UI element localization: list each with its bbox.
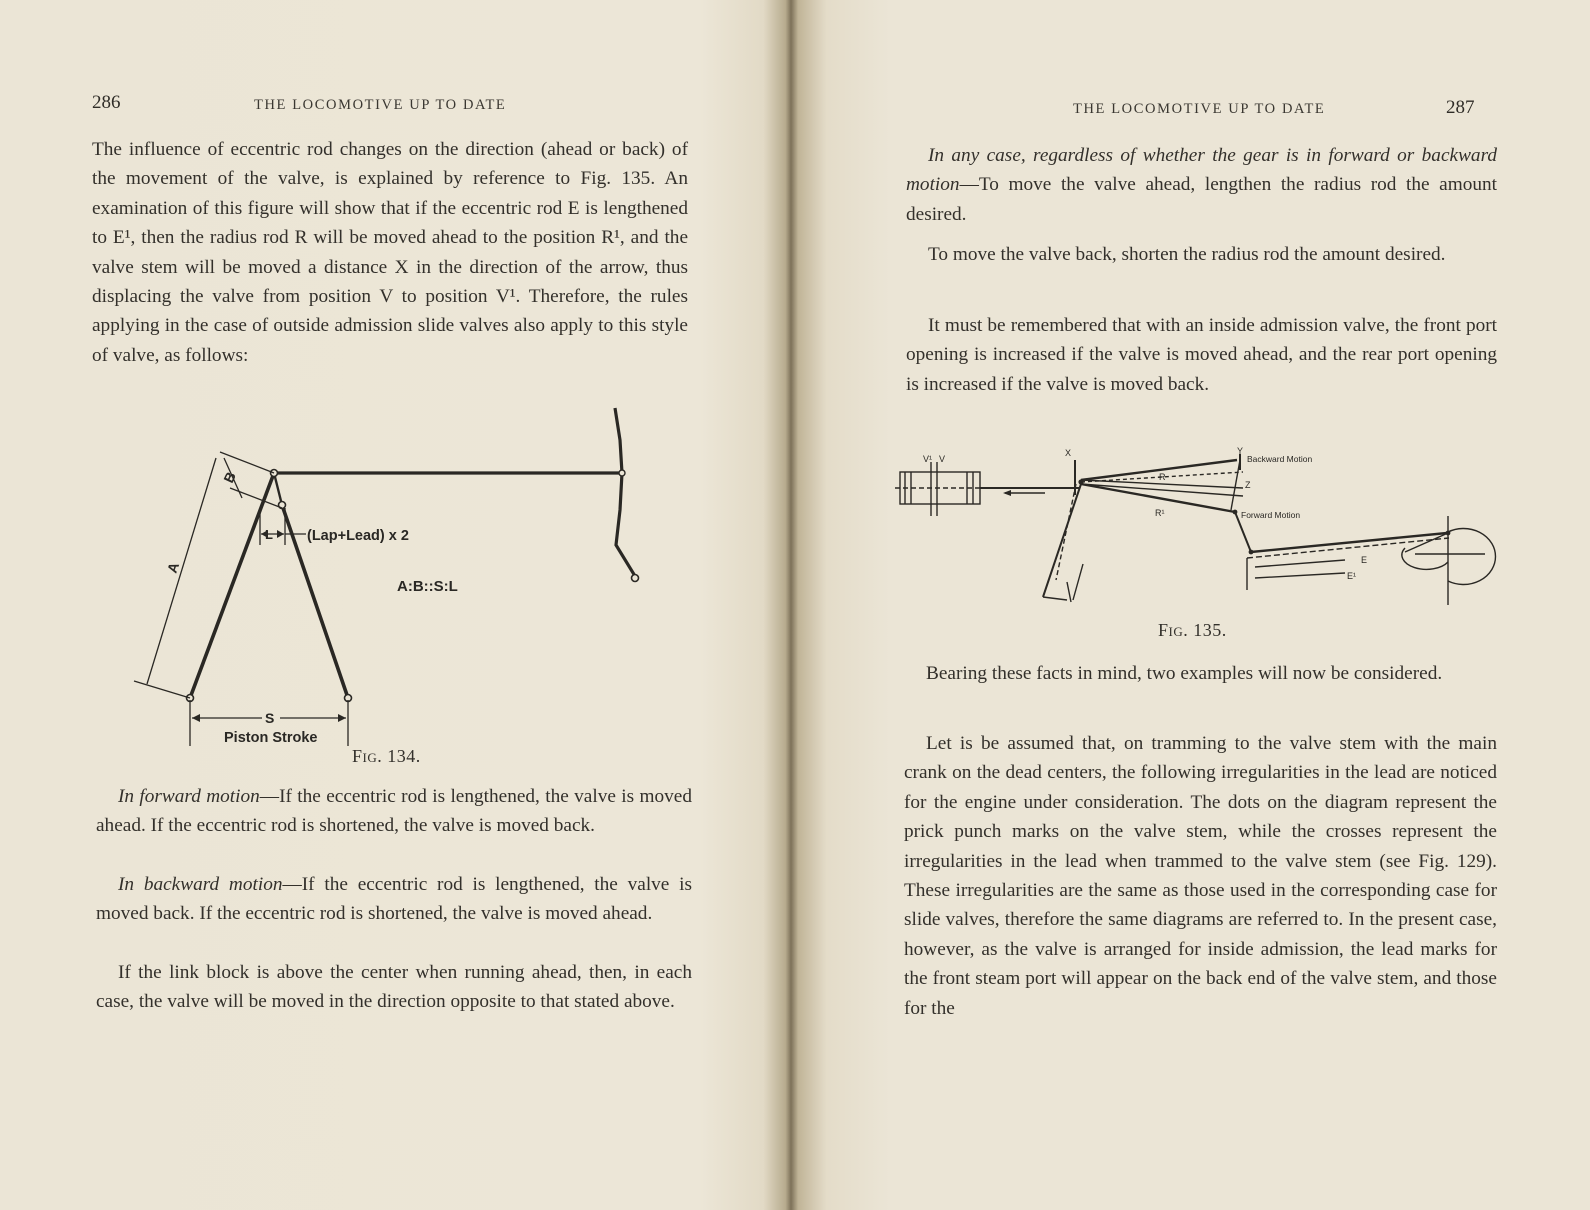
fig135-lifter-tick-2 <box>1073 564 1083 600</box>
fig134-ext-b <box>230 488 282 508</box>
fig135-backward-label: Backward Motion <box>1247 454 1313 464</box>
figure-135-diagram <box>895 440 1505 620</box>
fig135-forward-label: Forward Motion <box>1241 510 1301 520</box>
any-case-text: —To move the valve ahead, lengthen the radius rod the amount desired. <box>906 174 1497 225</box>
forward-motion-paragraph <box>96 782 692 841</box>
fig134-label-b: B <box>220 469 239 486</box>
bearing-paragraph: Bearing these facts in mind, two examples will now be considered. <box>926 663 1443 684</box>
fig135-lifter-dashed <box>1056 484 1076 580</box>
backward-motion-heading: In backward motion <box>118 874 283 895</box>
fig135-label-e1: E¹ <box>1347 571 1356 581</box>
backward-motion-text: —If the eccentric rod is lengthened, the valve is moved back. If the eccentric rod is shortened, the valve is moved ahead. <box>96 874 692 925</box>
fig135-guide-line-2 <box>1081 484 1243 496</box>
forward-motion-text: —If the eccentric rod is lengthened, the valve is moved ahead. If the eccentric rod is shortened, the valve is moved back. <box>96 786 692 837</box>
left-running-head: THE LOCOMOTIVE UP TO DATE <box>254 97 507 113</box>
right-page <box>795 0 1590 1210</box>
backward-motion-paragraph <box>96 870 692 929</box>
fig134-lap-lead-label: (Lap+Lead) x 2 <box>307 528 409 544</box>
fig135-eccentric-rod-e1 <box>1247 538 1449 558</box>
move-back-paragraph: To move the valve back, shorten the radius rod the amount desired. <box>928 244 1446 265</box>
fig135-eccentric-rod-e <box>1251 533 1447 552</box>
fig135-lifter-tick-1 <box>1067 582 1071 602</box>
right-running-head: THE LOCOMOTIVE UP TO DATE <box>1073 101 1326 117</box>
fig135-label-e: E <box>1361 555 1368 565</box>
fig134-lever-joint <box>619 470 625 476</box>
forward-motion-heading: In forward motion <box>118 786 260 807</box>
assumed-paragraph: Let is be assumed that, on tramming to the valve stem with the main crank on the dead centers, the following irregularities in the lead are noticed for the engine under consideration. The dots on the diagram represent the prick punch marks on the valve stem, while the crosses represent the irregularities in the lead when trammed to the valve stem (see Fig. 129). These irregularities are the same as those used in the corresponding case for slide valves, therefore the same diagrams are referred to. In the present case, however, as the valve is arranged for inside admission, the lead marks for the front steam port will appear on the back end of the valve stem, and those for the <box>904 733 1497 1019</box>
link-block-paragraph: If the link block is above the center when running ahead, then, in each case, the valve will be moved in the direction opposite to that stated above. <box>96 962 692 1013</box>
fig134-lever <box>615 408 635 576</box>
fig135-label-z: Z <box>1245 480 1251 490</box>
fig135-label-r1: R¹ <box>1155 508 1165 518</box>
fig134-dim-a <box>147 458 216 684</box>
fig134-label-a: A <box>163 560 183 575</box>
fig135-link-arc-upper <box>1231 460 1240 510</box>
fig134-ratio-label: A:B::S:L <box>397 578 458 595</box>
fig135-crank-inner-arc <box>1402 548 1448 569</box>
fig135-label-v1: V¹ <box>923 454 932 464</box>
figure-134-diagram <box>120 400 680 760</box>
fig134-stroke-label: Piston Stroke <box>224 730 318 746</box>
fig135-lifter-foot <box>1043 597 1067 600</box>
fig135-label-x: X <box>1065 448 1072 458</box>
left-page <box>0 0 790 1210</box>
fig135-e1-dim <box>1255 573 1345 578</box>
fig134-ext-top <box>220 452 274 473</box>
fig134-caption: Fig. 134. <box>352 746 421 766</box>
intro-paragraph: The influence of eccentric rod changes on the direction (ahead or back) of the movement of the valve, is explained by reference to Fig. 135. An examination of this figure will show that if the eccentric rod E is lengthened to E¹, then the radius rod R will be moved ahead to the position R¹, and the valve stem will be moved a distance X in the direction of the arrow, thus displacing the valve from position V to position V¹. Therefore, the rules applying in the case of outside admission slide valves also apply to this style of valve, as follows: <box>92 139 688 366</box>
any-case-heading: In any case, regardless of whether the gear is in forward or backward motion <box>906 145 1497 196</box>
fig134-label-s: S <box>265 710 275 726</box>
fig135-crank-arc <box>1448 529 1495 585</box>
fig135-lifter-arm <box>1043 484 1081 597</box>
figure-135 <box>895 440 1505 620</box>
fig134-apex-link <box>274 473 282 505</box>
figure-134 <box>120 400 680 760</box>
fig134-label-l: L <box>265 527 273 542</box>
fig135-label-v: V <box>939 454 946 464</box>
fig135-label-r: R <box>1159 472 1166 482</box>
fig134-lever-pin <box>632 575 639 582</box>
right-page-number: 287 <box>1446 97 1475 118</box>
fig134-left-leg <box>190 473 274 698</box>
fig134-ext-bottom <box>134 681 190 698</box>
fig135-label-y: Y <box>1237 446 1244 456</box>
fig135-e-dim <box>1255 560 1345 567</box>
any-case-paragraph <box>906 141 1497 229</box>
remember-paragraph: It must be remembered that with an inside admission valve, the front port opening is increased if the valve is moved ahead, and the rear port opening is increased if the valve is moved back. <box>906 315 1497 395</box>
fig135-caption: Fig. 135. <box>1158 620 1227 640</box>
left-page-number: 286 <box>92 92 121 113</box>
